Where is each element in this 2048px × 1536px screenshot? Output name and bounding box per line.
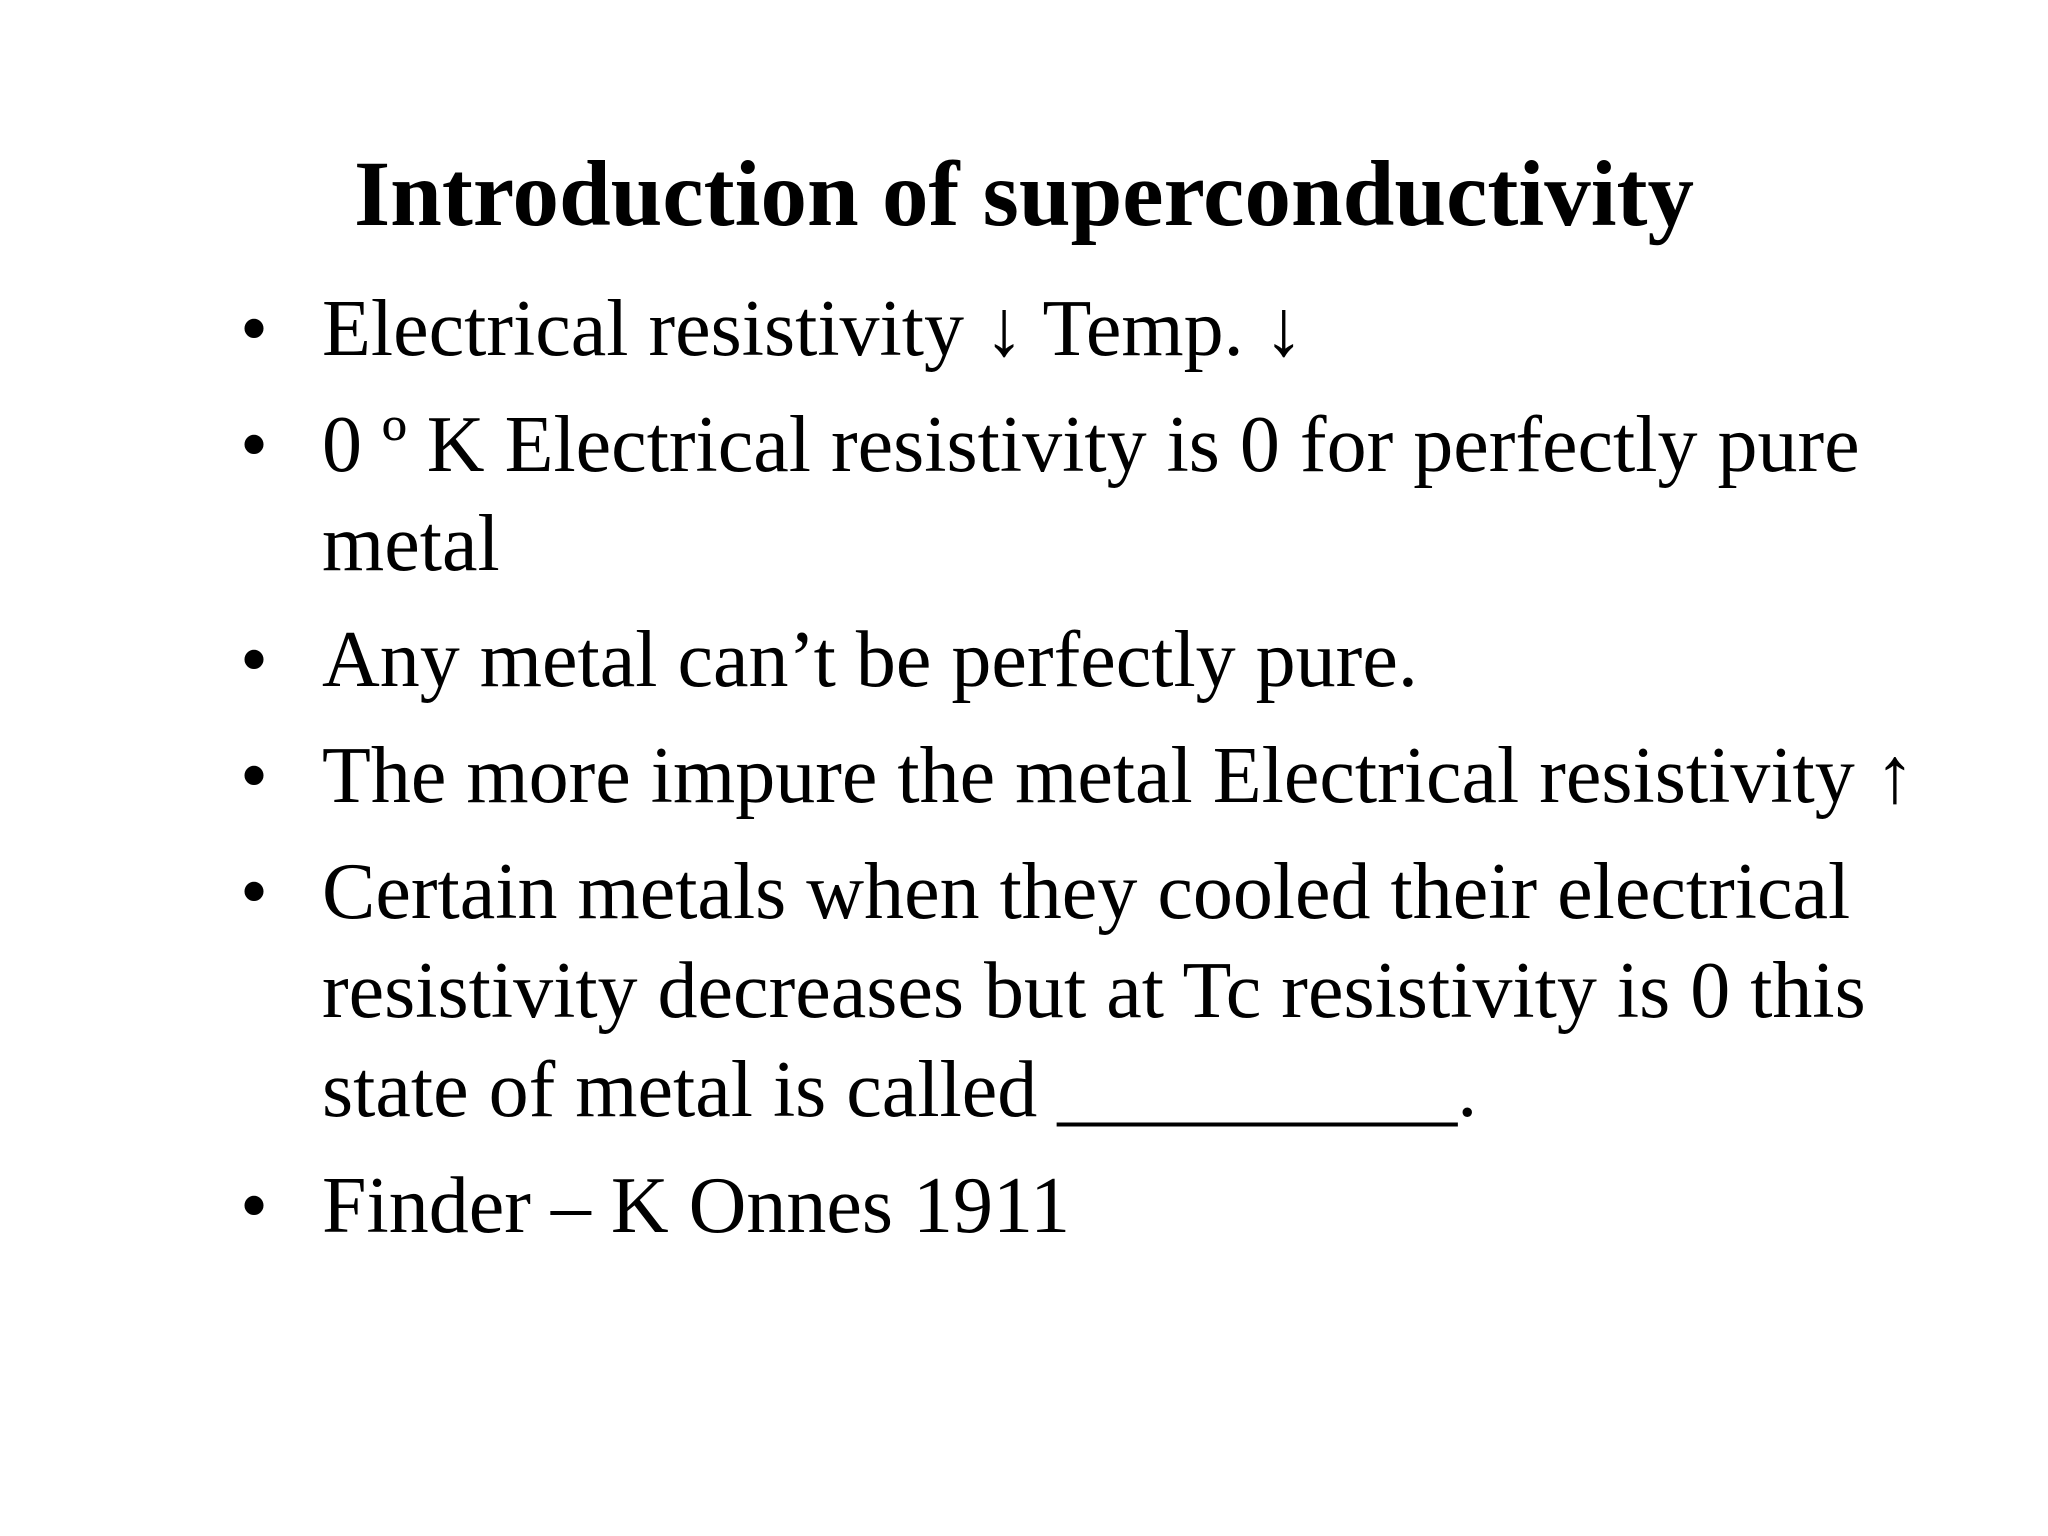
- bullet-item: [240, 280, 1980, 379]
- bullet-text: Certain metals when they cooled their electrical resistivity decreases but at Tc resistivity is 0 this state of metal is called __________.: [322, 848, 1866, 1134]
- bullet-text: Finder – K Onnes 1911: [322, 1162, 1071, 1250]
- bullet-item: [240, 611, 1980, 710]
- bullet-icon: •: [240, 401, 269, 489]
- bullet-item: [240, 843, 1980, 1140]
- bullet-text: Electrical resistivity ↓ Temp. ↓: [322, 285, 1304, 373]
- bullet-text: 0 º K Electrical resistivity is 0 for perfectly pure metal: [322, 401, 1860, 588]
- bullet-item: [240, 396, 1980, 594]
- bullet-icon: •: [240, 616, 269, 704]
- bullet-icon: •: [240, 732, 269, 820]
- bullet-item: [240, 1157, 1980, 1256]
- bullet-icon: •: [240, 285, 269, 373]
- bullet-icon: •: [240, 1162, 269, 1250]
- bullet-text: The more impure the metal Electrical resistivity ↑: [322, 732, 1915, 820]
- bullet-item: [240, 727, 1980, 826]
- bullet-text: Any metal can’t be perfectly pure.: [322, 616, 1418, 704]
- bullet-icon: •: [240, 848, 269, 936]
- bullet-list: [240, 280, 1980, 1273]
- slide-title: Introduction of superconductivity: [353, 143, 1695, 246]
